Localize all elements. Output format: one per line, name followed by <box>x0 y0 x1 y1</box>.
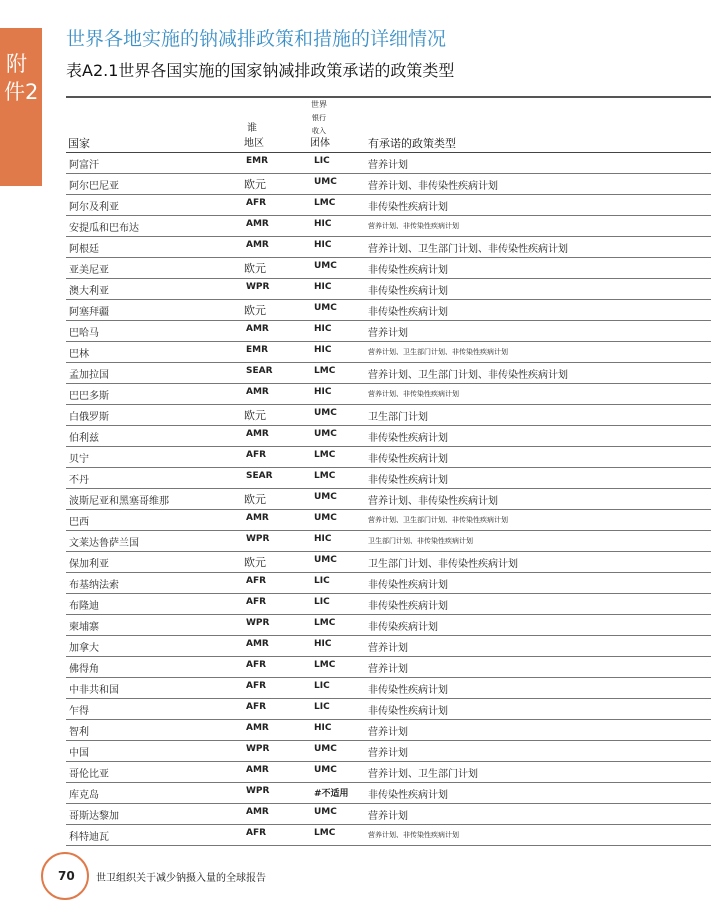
income-group-cell: LIC <box>314 597 330 607</box>
table-row <box>66 552 711 573</box>
country-cell: 不丹 <box>69 475 89 486</box>
income-group-cell: UMC <box>314 555 337 565</box>
table-row <box>66 153 711 174</box>
policy-type-cell: 非传染性疾病计划 <box>368 580 448 591</box>
income-group-cell: LIC <box>314 156 330 166</box>
table-title: 表A2.1世界各国实施的国家钠减排政策承诺的政策类型 <box>66 61 455 80</box>
table-row <box>66 741 711 762</box>
table-row <box>66 678 711 699</box>
income-group-cell: HIC <box>314 534 332 544</box>
policy-type-cell: 营养计划、非传染性疾病计划 <box>368 390 459 398</box>
income-group-cell: LIC <box>314 702 330 712</box>
region-cell: AMR <box>246 429 269 439</box>
country-cell: 中非共和国 <box>69 685 119 696</box>
country-cell: 哥伦比亚 <box>69 769 109 780</box>
region-cell: WPR <box>246 786 270 796</box>
income-group-cell: UMC <box>314 303 337 313</box>
country-cell: 巴哈马 <box>69 328 99 339</box>
policy-type-cell: 营养计划、卫生部门计划、非传染性疾病计划 <box>368 244 568 255</box>
region-cell: AMR <box>246 807 269 817</box>
table-row <box>66 216 711 237</box>
region-cell: AFR <box>246 828 267 838</box>
region-cell: AMR <box>246 765 269 775</box>
policy-type-cell: 非传染性疾病计划 <box>368 601 448 612</box>
table-row <box>66 174 711 195</box>
policy-type-cell: 营养计划、卫生部门计划、非传染性疾病计划 <box>368 348 508 356</box>
country-cell: 科特迪瓦 <box>69 832 109 843</box>
income-group-cell: UMC <box>314 177 337 187</box>
region-cell: AMR <box>246 219 269 229</box>
header-income-line1: 世界 <box>311 100 327 109</box>
table-row <box>66 825 711 846</box>
header-country: 国家 <box>68 137 90 150</box>
country-cell: 阿根廷 <box>69 244 99 255</box>
region-cell: 欧元 <box>244 178 266 191</box>
country-cell: 伯利兹 <box>69 433 99 444</box>
policy-type-cell: 营养计划、非传染性疾病计划 <box>368 181 498 192</box>
policy-type-cell: 非传染性疾病计划 <box>368 706 448 717</box>
country-cell: 乍得 <box>69 706 89 717</box>
income-group-cell: LMC <box>314 366 336 376</box>
header-policy: 有承诺的政策类型 <box>368 137 456 150</box>
region-cell: AMR <box>246 324 269 334</box>
region-cell: WPR <box>246 618 270 628</box>
table-row <box>66 258 711 279</box>
policy-type-cell: 营养计划 <box>368 664 408 675</box>
region-cell: AMR <box>246 240 269 250</box>
region-cell: AMR <box>246 387 269 397</box>
income-group-cell: LIC <box>314 576 330 586</box>
income-group-cell: LMC <box>314 618 336 628</box>
table-row <box>66 657 711 678</box>
country-cell: 巴林 <box>69 349 89 360</box>
country-cell: 柬埔寨 <box>69 622 99 633</box>
table-row <box>66 615 711 636</box>
income-group-cell: LMC <box>314 471 336 481</box>
policy-type-cell: 营养计划 <box>368 811 408 822</box>
table-row <box>66 804 711 825</box>
policy-type-cell: 营养计划 <box>368 160 408 171</box>
table-row <box>66 636 711 657</box>
policy-type-cell: 非传染疾病计划 <box>368 622 438 633</box>
country-cell: 孟加拉国 <box>69 370 109 381</box>
region-cell: EMR <box>246 156 269 166</box>
policy-type-cell: 非传染性疾病计划 <box>368 454 448 465</box>
header-region-line1: 谁 <box>247 123 257 134</box>
table-row <box>66 594 711 615</box>
table-row <box>66 237 711 258</box>
income-group-cell: HIC <box>314 219 332 229</box>
country-cell: 阿尔巴尼亚 <box>69 181 119 192</box>
table-row <box>66 384 711 405</box>
appendix-tab <box>0 28 42 186</box>
region-cell: EMR <box>246 345 269 355</box>
country-cell: 加拿大 <box>69 643 99 654</box>
region-cell: AFR <box>246 660 267 670</box>
header-income-line4: 团体 <box>310 138 330 149</box>
policy-type-cell: 非传染性疾病计划 <box>368 307 448 318</box>
table-row <box>66 783 711 804</box>
region-cell: 欧元 <box>244 304 266 317</box>
country-cell: 波斯尼亚和黑塞哥维那 <box>69 496 169 507</box>
table-row <box>66 342 711 363</box>
table-row <box>66 426 711 447</box>
country-cell: 阿塞拜疆 <box>69 307 109 318</box>
table-row <box>66 195 711 216</box>
income-group-cell: LMC <box>314 660 336 670</box>
country-cell: 佛得角 <box>69 664 99 675</box>
region-cell: 欧元 <box>244 493 266 506</box>
policy-type-cell: 营养计划、非传染性疾病计划 <box>368 496 498 507</box>
income-group-cell: LMC <box>314 450 336 460</box>
country-cell: 阿尔及利亚 <box>69 202 119 213</box>
country-cell: 亚美尼亚 <box>69 265 109 276</box>
region-cell: 欧元 <box>244 409 266 422</box>
header-region-line2: 地区 <box>244 138 264 149</box>
table-row <box>66 363 711 384</box>
income-group-cell: UMC <box>314 744 337 754</box>
income-group-cell: UMC <box>314 513 337 523</box>
region-cell: AMR <box>246 639 269 649</box>
country-cell: 保加利亚 <box>69 559 109 570</box>
income-group-cell: HIC <box>314 324 332 334</box>
page-number: 70 <box>58 869 75 883</box>
table-top-rule <box>66 96 711 98</box>
table-row <box>66 447 711 468</box>
income-group-cell: HIC <box>314 639 332 649</box>
region-cell: AFR <box>246 450 267 460</box>
region-cell: 欧元 <box>244 262 266 275</box>
income-group-cell: UMC <box>314 492 337 502</box>
income-group-cell: HIC <box>314 240 332 250</box>
income-group-cell: LIC <box>314 681 330 691</box>
income-group-cell: #不适用 <box>314 789 349 799</box>
region-cell: AFR <box>246 576 267 586</box>
country-cell: 文莱达鲁萨兰国 <box>69 538 139 549</box>
region-cell: SEAR <box>246 366 273 376</box>
table-row <box>66 762 711 783</box>
income-group-cell: HIC <box>314 387 332 397</box>
table-row <box>66 489 711 510</box>
income-group-cell: LMC <box>314 198 336 208</box>
chapter-title: 世界各地实施的钠减排政策和措施的详细情况 <box>66 28 447 50</box>
policy-type-cell: 非传染性疾病计划 <box>368 685 448 696</box>
country-cell: 贝宁 <box>69 454 89 465</box>
country-cell: 布基纳法索 <box>69 580 119 591</box>
region-cell: SEAR <box>246 471 273 481</box>
policy-table <box>66 153 711 846</box>
table-row <box>66 510 711 531</box>
policy-type-cell: 营养计划 <box>368 643 408 654</box>
country-cell: 中国 <box>69 748 89 759</box>
country-cell: 哥斯达黎加 <box>69 811 119 822</box>
country-cell: 库克岛 <box>69 790 99 801</box>
region-cell: WPR <box>246 744 270 754</box>
country-cell: 澳大利亚 <box>69 286 109 297</box>
country-cell: 安提瓜和巴布达 <box>69 223 139 234</box>
income-group-cell: UMC <box>314 408 337 418</box>
country-cell: 智利 <box>69 727 89 738</box>
policy-type-cell: 卫生部门计划、非传染性疾病计划 <box>368 537 473 545</box>
region-cell: WPR <box>246 282 270 292</box>
country-cell: 布隆迪 <box>69 601 99 612</box>
income-group-cell: UMC <box>314 429 337 439</box>
country-cell: 巴西 <box>69 517 89 528</box>
policy-type-cell: 非传染性疾病计划 <box>368 286 448 297</box>
policy-type-cell: 营养计划 <box>368 748 408 759</box>
policy-type-cell: 营养计划 <box>368 727 408 738</box>
table-row <box>66 300 711 321</box>
policy-type-cell: 营养计划、卫生部门计划、非传染性疾病计划 <box>368 516 508 524</box>
table-row <box>66 405 711 426</box>
income-group-cell: LMC <box>314 828 336 838</box>
policy-type-cell: 非传染性疾病计划 <box>368 790 448 801</box>
income-group-cell: UMC <box>314 261 337 271</box>
table-row <box>66 573 711 594</box>
policy-type-cell: 非传染性疾病计划 <box>368 202 448 213</box>
policy-type-cell: 非传染性疾病计划 <box>368 265 448 276</box>
income-group-cell: UMC <box>314 807 337 817</box>
policy-type-cell: 非传染性疾病计划 <box>368 475 448 486</box>
footer-report-title: 世卫组织关于减少钠摄入量的全球报告 <box>96 873 266 884</box>
policy-type-cell: 营养计划、卫生部门计划 <box>368 769 478 780</box>
policy-type-cell: 卫生部门计划 <box>368 412 428 423</box>
table-row <box>66 699 711 720</box>
table-row <box>66 468 711 489</box>
policy-type-cell: 营养计划 <box>368 328 408 339</box>
region-cell: AFR <box>246 681 267 691</box>
region-cell: AMR <box>246 723 269 733</box>
table-row <box>66 531 711 552</box>
policy-type-cell: 非传染性疾病计划 <box>368 433 448 444</box>
region-cell: AFR <box>246 198 267 208</box>
header-income-line3: 收入 <box>312 127 326 135</box>
country-cell: 白俄罗斯 <box>69 412 109 423</box>
appendix-tab-line2: 件2 <box>4 80 39 104</box>
policy-type-cell: 卫生部门计划、非传染性疾病计划 <box>368 559 518 570</box>
region-cell: AMR <box>246 513 269 523</box>
appendix-tab-line1: 附 <box>6 52 27 76</box>
header-income-line2: 银行 <box>312 114 326 122</box>
region-cell: AFR <box>246 597 267 607</box>
income-group-cell: HIC <box>314 345 332 355</box>
region-cell: WPR <box>246 534 270 544</box>
table-row <box>66 321 711 342</box>
table-row <box>66 279 711 300</box>
income-group-cell: HIC <box>314 723 332 733</box>
table-row <box>66 720 711 741</box>
policy-type-cell: 营养计划、非传染性疾病计划 <box>368 222 459 230</box>
region-cell: AFR <box>246 702 267 712</box>
income-group-cell: HIC <box>314 282 332 292</box>
policy-type-cell: 营养计划、卫生部门计划、非传染性疾病计划 <box>368 370 568 381</box>
country-cell: 阿富汗 <box>69 160 99 171</box>
income-group-cell: UMC <box>314 765 337 775</box>
policy-type-cell: 营养计划、非传染性疾病计划 <box>368 831 459 839</box>
country-cell: 巴巴多斯 <box>69 391 109 402</box>
region-cell: 欧元 <box>244 556 266 569</box>
